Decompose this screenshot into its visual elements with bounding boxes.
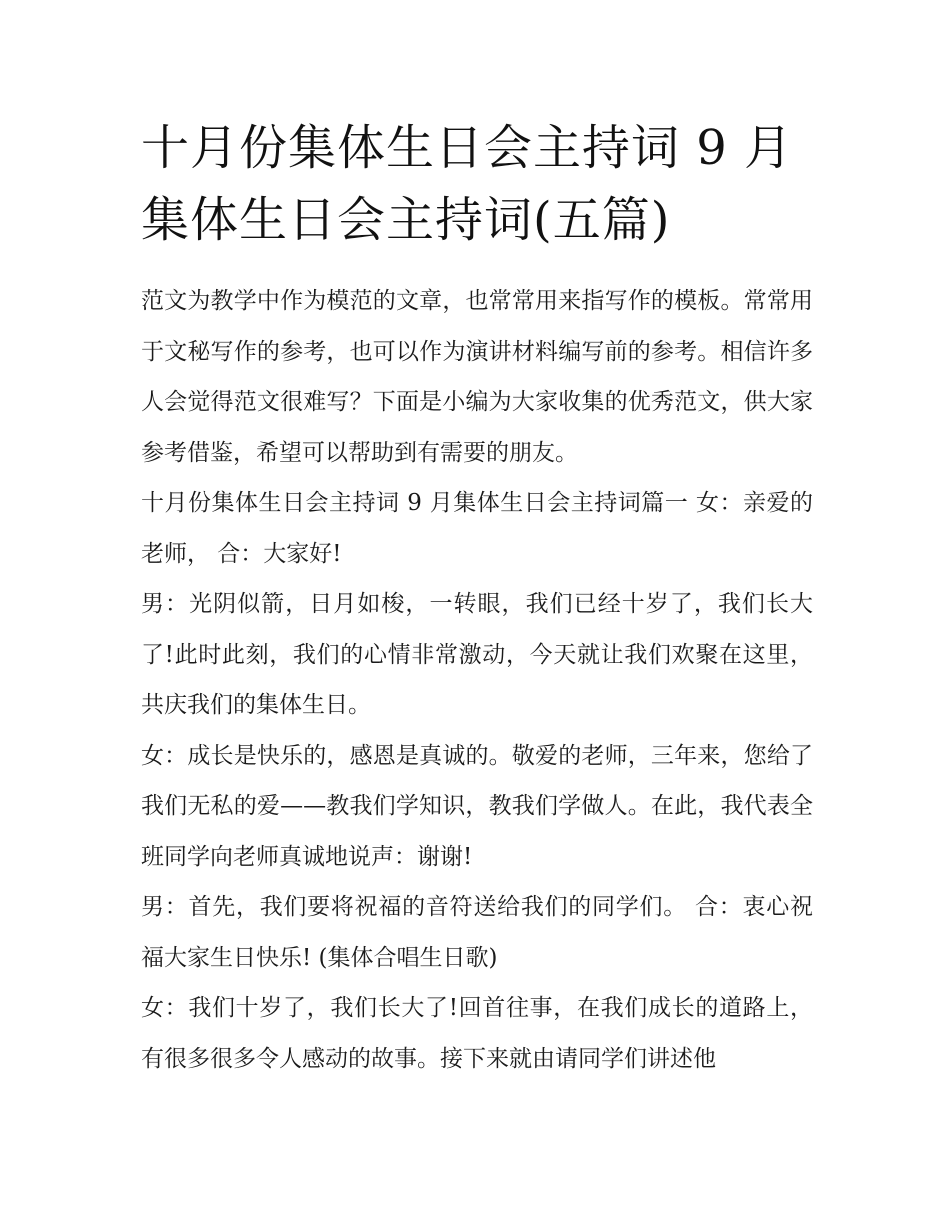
document-body <box>141 276 813 1084</box>
paragraph-male-1: 男：光阴似箭，日月如梭，一转眼，我们已经十岁了，我们长大了!此时此刻，我们的心情非常激动，今天就让我们欢聚在这里，共庆我们的集体生日。 <box>141 591 813 718</box>
paragraph-male-2: 男：首先，我们要将祝福的音符送给我们的同学们。 合：衷心祝福大家生日快乐! (集体合唱生日歌) <box>141 894 813 971</box>
paragraph-female-2: 女：我们十岁了，我们长大了!回首往事，在我们成长的道路上，有很多很多令人感动的故事。接下来就由请同学们讲述他 <box>141 995 813 1072</box>
paragraph-opening: 十月份集体生日会主持词 9 月集体生日会主持词篇一 女：亲爱的老师， 合：大家好! <box>141 490 813 567</box>
paragraph-female-1: 女：成长是快乐的，感恩是真诚的。敬爱的老师，三年来，您给了我们无私的爱——教我们学知识，教我们学做人。在此，我代表全班同学向老师真诚地说声：谢谢! <box>141 742 813 870</box>
paragraph-intro: 范文为教学中作为模范的文章，也常常用来指写作的模板。常常用于文秘写作的参考，也可以作为演讲材料编写前的参考。相信许多人会觉得范文很难写？下面是小编为大家收集的优秀范文，供大家参考借鉴，希望可以帮助到有需要的朋友。 <box>141 288 813 466</box>
document-title: 十月份集体生日会主持词 9 月集体生日会主持词(五篇) <box>141 120 794 248</box>
